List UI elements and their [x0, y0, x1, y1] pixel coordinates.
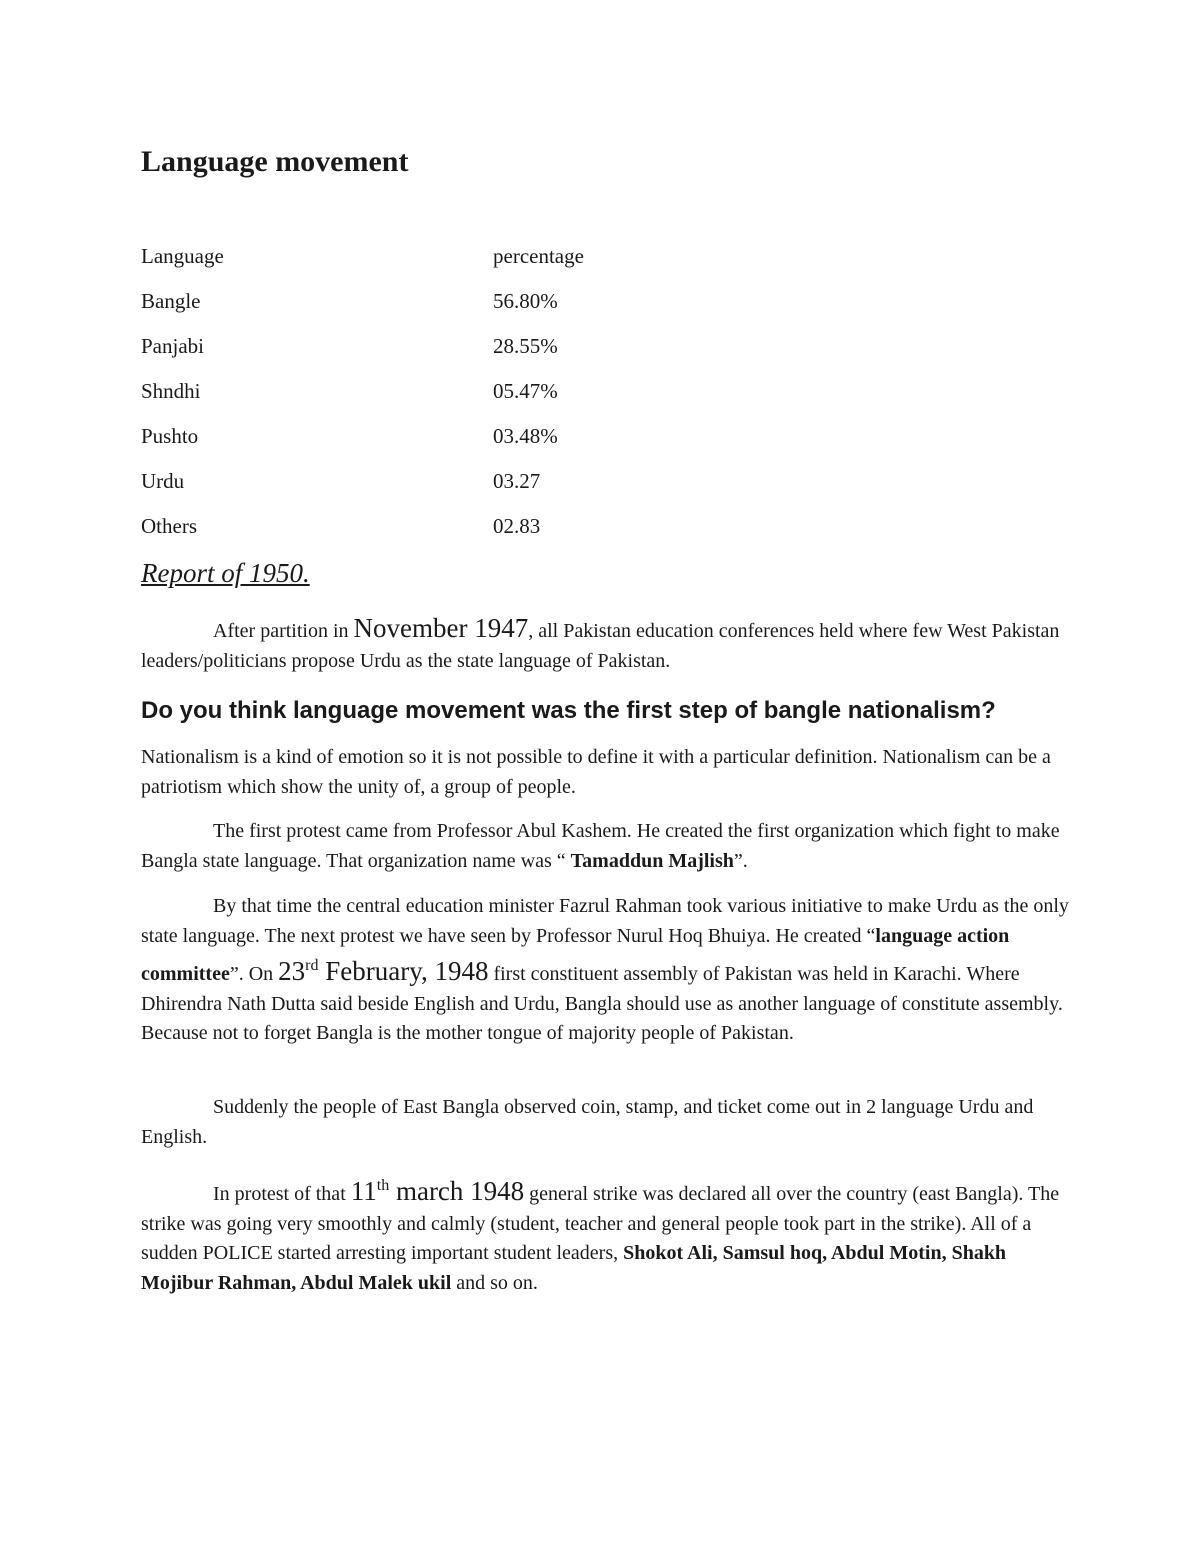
assembly-day: 23: [278, 956, 306, 986]
strike-text-mid: general strike was declared all over the country (east Bangla). The strike was going very smoothly and calmly (student, teacher and general people took part in the strike). All of a sudden POLICE started arresting important student leaders,: [141, 1183, 1060, 1264]
minister-text-start: By that time the central education minister Fazrul Rahman took various initiative to make Urdu as the only state language. The next protest we have seen by Professor Nurul Hoq Bhuiya. He created “: [141, 895, 1069, 947]
language-name: Bangle: [141, 289, 201, 313]
education-minister-paragraph: [141, 892, 1071, 1049]
first-protest-paragraph: [141, 817, 1071, 876]
language-percentage: 03.48%: [493, 424, 558, 448]
assembly-date: [278, 956, 488, 986]
strike-text-end: and so on.: [451, 1271, 538, 1294]
table-row: [141, 326, 661, 371]
minister-text-end: first constituent assembly of Pakistan was held in Karachi. Where Dhirendra Nath Dutta said beside English and Urdu, Bangla should use as another language of constitute assembly. Because not to forget Bangla is the mother tongue of majority people of Pakistan.: [141, 963, 1063, 1044]
nationalism-paragraph: Nationalism is a kind of emotion so it is not possible to define it with a particular definition. Nationalism can be a patriotism which show the unity of, a group of people.: [141, 746, 1051, 798]
page-title: Language movement: [141, 145, 409, 178]
report-heading: Report of 1950.: [141, 558, 310, 588]
language-percentage: 05.47%: [493, 379, 558, 403]
language-name: Urdu: [141, 469, 185, 493]
committee-name: language action committee: [141, 924, 1010, 985]
table-header-row: [141, 236, 661, 281]
language-name: Others: [141, 514, 197, 538]
first-protest-text: The first protest came from Professor Abul Kashem. He created the first organization which fight to make Bangla state language. That organization name was “: [141, 820, 1060, 872]
arrested-leaders: Shokot Ali, Samsul hoq, Abdul Motin, Shakh Mojibur Rahman, Abdul Malek ukil: [141, 1242, 1007, 1294]
language-percentage: 28.55%: [493, 334, 558, 358]
language-name: Panjabi: [141, 334, 204, 358]
language-percentage: 56.80%: [493, 289, 558, 313]
language-percentage: 03.27: [493, 469, 541, 493]
header-percentage: percentage: [493, 244, 584, 268]
table-row: [141, 416, 661, 461]
assembly-day-suffix: rd: [305, 957, 319, 974]
partition-text-end: , all Pakistan education conferences held where few West Pakistan leaders/politicians propose Urdu as the state language of Pakistan.: [141, 620, 1060, 672]
strike-text-start: In protest of that: [213, 1183, 351, 1205]
section-question-heading: Do you think language movement was the first step of bangle nationalism?: [141, 697, 996, 724]
strike-day: 11: [350, 1176, 377, 1206]
table-row: [141, 506, 661, 551]
language-percentage-table: [141, 236, 661, 551]
language-percentage: 02.83: [493, 514, 541, 538]
strike-paragraph: [141, 1171, 1071, 1298]
minister-text-mid: ”. On: [229, 963, 279, 985]
strike-day-suffix: th: [376, 1177, 390, 1194]
header-language: Language: [141, 244, 224, 268]
partition-date: November 1947: [353, 613, 529, 643]
strike-date: [351, 1176, 524, 1206]
language-name: Pushto: [141, 424, 199, 448]
assembly-month-year: February, 1948: [318, 956, 489, 986]
coin-stamp-paragraph: Suddenly the people of East Bangla observed coin, stamp, and ticket come out in 2 language Urdu and English.: [141, 1096, 1034, 1148]
first-protest-text-end: ”.: [733, 849, 748, 872]
table-row: [141, 281, 661, 326]
table-row: [141, 371, 661, 416]
partition-paragraph: [141, 614, 1071, 676]
organization-name: Tamaddun Majlish: [570, 849, 734, 872]
partition-text-start: After partition in: [213, 620, 354, 642]
table-row: [141, 461, 661, 506]
strike-month-year: march 1948: [389, 1176, 525, 1206]
language-name: Shndhi: [141, 379, 201, 403]
